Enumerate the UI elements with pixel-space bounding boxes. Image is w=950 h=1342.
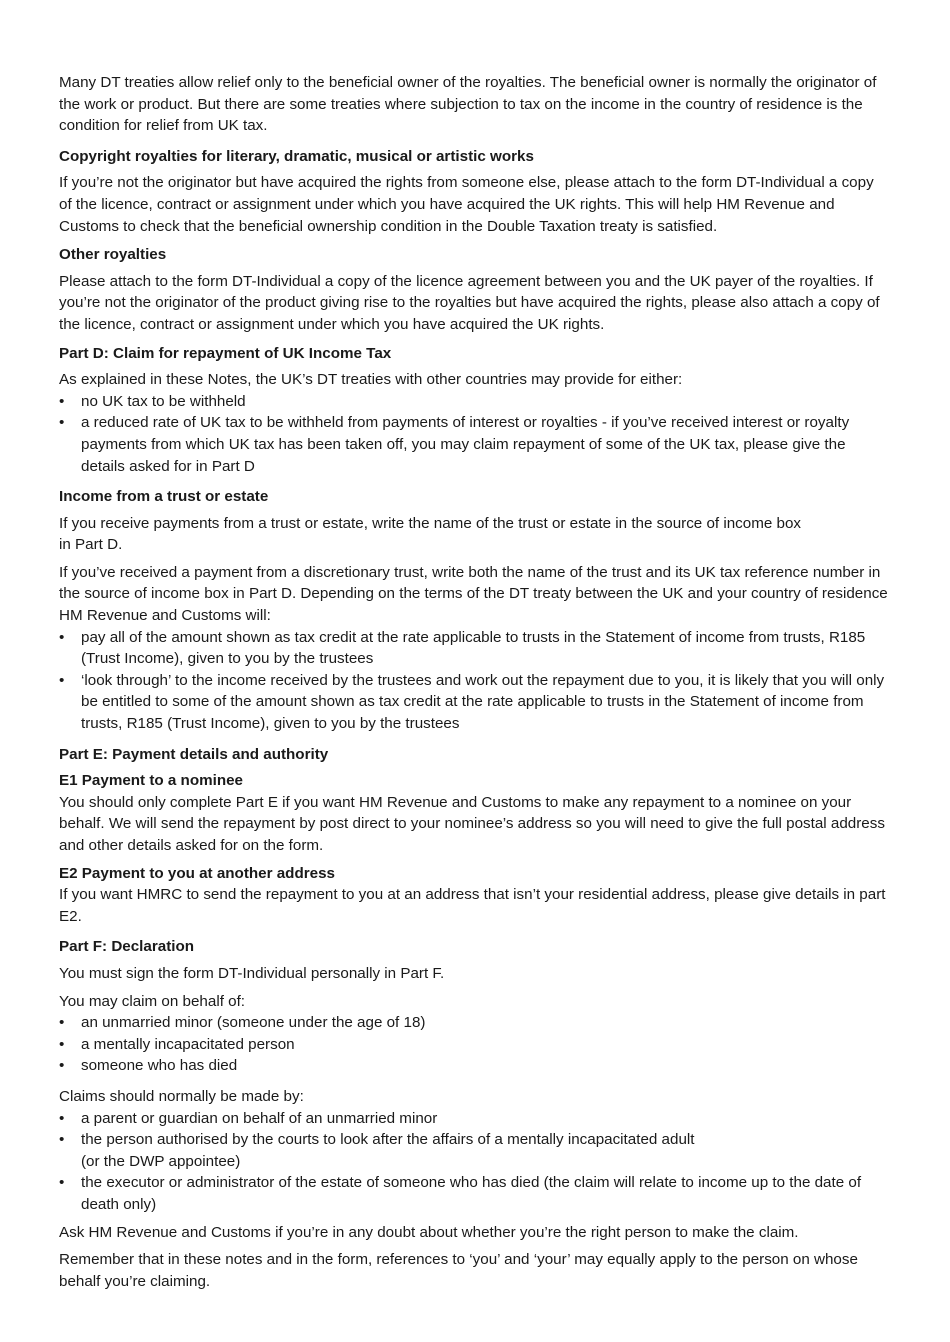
part-d-list [59, 391, 889, 477]
list-item [59, 1055, 889, 1077]
bullet-icon: • [59, 1174, 65, 1192]
part-d-heading: Part D: Claim for repayment of UK Income Tax [59, 344, 392, 362]
list-item [59, 391, 889, 413]
other-royalties-heading: Other royalties [59, 246, 167, 264]
claim-on-behalf-list [59, 1012, 889, 1077]
list-item-text: no UK tax to be withheld [81, 392, 246, 410]
claims-made-by-list [59, 1108, 889, 1216]
bullet-icon: • [59, 1057, 65, 1075]
trust-paragraph-2: If you’ve received a payment from a discretionary trust, write both the name of the trust and its UK tax reference number in the source of income box in Part D. Depending on the terms of the DT treaty between the UK and your country of residence HM Revenue and Customs will: [59, 563, 888, 625]
list-item [59, 412, 889, 477]
list-item-text: the executor or administrator of the estate of someone who has died (the claim will relate to income up to the date of death only) [81, 1174, 862, 1213]
list-item-text: the person authorised by the courts to look after the affairs of a mentally incapacitated adult [81, 1131, 695, 1149]
e2-paragraph: If you want HMRC to send the repayment to you at an address that isn’t your residential address, please give details in part E2. [59, 886, 886, 925]
part-f-paragraph-5: Remember that in these notes and in the form, references to ‘you’ and ‘your’ may equally apply to the person on whose behalf you’re claiming. [59, 1251, 858, 1290]
list-item [59, 670, 889, 735]
list-item-text: pay all of the amount shown as tax credit at the rate applicable to trusts in the Statement of income from trusts, R185 (Trust Income), given to you by the trustees [81, 628, 866, 668]
list-item-text: ‘look through’ to the income received by the trustees and work out the repayment due to you, it is likely that you will only be entitled to some of the amount shown as tax credit at the rate applicable to trusts in the Statement of income from trusts, R185 (Trust Income), given to you by the trustees [81, 671, 885, 733]
trust-heading: Income from a trust or estate [59, 488, 269, 506]
list-item-text: a parent or guardian on behalf of an unmarried minor [81, 1109, 438, 1127]
bullet-icon: • [59, 628, 65, 646]
other-royalties-paragraph: Please attach to the form DT-Individual a copy of the licence agreement between you and the UK payer of the royalties. If you’re not the originator of the product giving rise to the royalties but have acquired the rights, please also attach a copy of the licence, contract or assignment under which you have acquired the UK rights. [59, 272, 880, 333]
list-item [59, 627, 889, 670]
list-item-text: a reduced rate of UK tax to be withheld from payments of interest or royalties - if you’ve received interest or royalty payments from which UK tax has been taken off, you may claim repayment of some of the UK tax, please give the details asked for in Part D [81, 414, 850, 475]
bullet-icon: • [59, 1035, 65, 1053]
bullet-icon: • [59, 414, 65, 432]
e2-heading: E2 Payment to you at another address [59, 864, 335, 882]
list-item [59, 1129, 889, 1172]
intro-paragraph: Many DT treaties allow relief only to the beneficial owner of the royalties. The beneficial owner is normally the originator of the work or product. But there are some treaties where subjection to tax on the income in the country of residence is the condition for relief from UK tax. [59, 74, 877, 135]
bullet-icon: • [59, 671, 65, 689]
list-item-text-continued: (or the DWP appointee) [81, 1152, 241, 1170]
part-e-heading: Part E: Payment details and authority [59, 745, 329, 763]
trust-list [59, 627, 889, 735]
list-item-text: someone who has died [81, 1057, 238, 1075]
bullet-icon: • [59, 1109, 65, 1127]
e1-paragraph: You should only complete Part E if you want HM Revenue and Customs to make any repayment to a nominee on your behalf. We will send the repayment by post direct to your nominee’s address so you will need to give the full postal address and other details asked for on the form. [59, 793, 885, 854]
list-item [59, 1012, 889, 1034]
list-item-text: a mentally incapacitated person [81, 1035, 295, 1053]
e1-heading: E1 Payment to a nominee [59, 772, 243, 790]
document-page [59, 72, 889, 1298]
bullet-icon: • [59, 1014, 65, 1032]
bullet-icon: • [59, 392, 65, 410]
list-item [59, 1034, 889, 1056]
list-item [59, 1108, 889, 1130]
part-f-paragraph-3: Claims should normally be made by: [59, 1087, 304, 1105]
trust-paragraph-1-line-2: in Part D. [59, 536, 123, 554]
part-f-paragraph-4: Ask HM Revenue and Customs if you’re in any doubt about whether you’re the right person to make the claim. [59, 1223, 799, 1241]
part-d-paragraph: As explained in these Notes, the UK’s DT treaties with other countries may provide for either: [59, 371, 683, 389]
list-item-text: an unmarried minor (someone under the age of 18) [81, 1014, 426, 1032]
bullet-icon: • [59, 1131, 65, 1149]
list-item [59, 1172, 889, 1215]
copyright-heading: Copyright royalties for literary, dramatic, musical or artistic works [59, 147, 534, 165]
part-f-paragraph-1: You must sign the form DT-Individual personally in Part F. [59, 964, 445, 982]
trust-paragraph-1 [59, 513, 889, 556]
trust-paragraph-1-line-1: If you receive payments from a trust or estate, write the name of the trust or estate in the source of income box [59, 514, 802, 532]
part-f-heading: Part F: Declaration [59, 938, 195, 956]
copyright-paragraph: If you’re not the originator but have acquired the rights from someone else, please attach to the form DT-Individual a copy of the licence, contract or assignment under which you have acquired the UK rights. This will help HM Revenue and Customs to check that the beneficial ownership condition in the Double Taxation treaty is satisfied. [59, 174, 874, 235]
part-f-paragraph-2: You may claim on behalf of: [59, 992, 246, 1010]
